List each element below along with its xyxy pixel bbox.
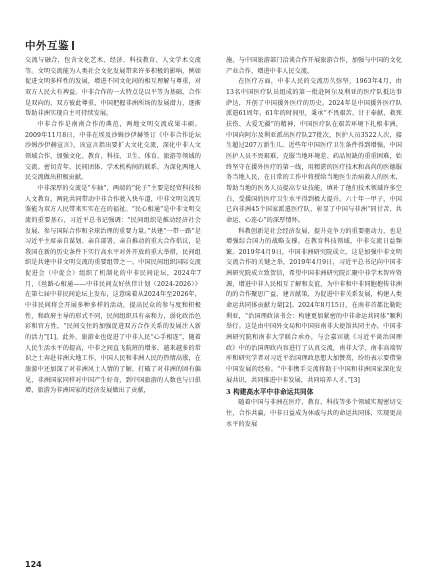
left-paragraph-3: 中非深厚的交流是“车轴”，两端的“轮子”主要是经贸科技和人文教育，两轮共同带动中非合作驶入快车道，中非文明交流互鉴能为双方人民带来实实在在的福祉。“民心相通”是中非文明交流的重要基石，习近平总书记强调：“民间组织是推动经济社会发展、参与国际合作和全球治理的重要力量。”共建“一带一路”是习近平主席亲自谋划、亲自部署、亲自推动的重大合作倡议，是我国在新的历史条件下实行高水平对外开放的重大举措，民间组织是共建中非文明交流的重要组带之一。中国民间组织国际交流促进会（中促会）组织了机制化的中非民间论坛，2024年7月，《丝路心相通——中非民间友好伙伴计划（2024-2026）》在第七届中非民间论坛上发布，这意味着从2024年至2026年，中非民间将会开展多种多样的活动，提高民众的参与度和积极性，和政府主导的形式不同，民间组织具有亲和力，弱化政治色彩和官方性，“民间交往的加强促进双方合作关系的发展注入新的活力”[1]，此外，旅游业也促进了中非人民“心手相连”，随着人民生活水平的提高，中非之间直飞航班的增多，越来越多的常识之士奔赴非洲大地工作，中国人民和非洲人民的热情高涨，在旅游中还加深了对非洲风土人情的了解，打破了对非洲的固有偏见，非洲国家同样对中国产生好奇，到中国旅游的人数也与日俱增，旅游为非洲国家的经济发展做出了贡献， (25, 184, 201, 395)
section-heading: 3 构建高水平中非命运共同体 (226, 388, 314, 397)
left-column (25, 56, 201, 397)
right-paragraph-2: 在医疗方面，中非人民的交流历久弥坚，1963年4月，由13名中国医疗队员组成的第一批赴阿尔及利亚的医疗队抵达事萨达，开创了中国援外医疗的历史。2024年是中国援外医疗队派遣61周年，61年的时间里，秉承“不畏艰苦、甘于奉献、救死扶伤、大爱无疆”的精神，中国医疗队在艰苦环境下扎根非洲，中国向阿尔及利亚派出医疗队27批次，医护人员3522人次，接生超过207万新生儿。近些年中国医疗卫生条件得到增强，中国医护人员不畏艰难，克服当地环境差、药品短缺的重重困难，始终坚守在援外医疗的第一线，用精湛的医疗技术和高尚的医德服务当地人民，在日常的工作中将授给当地医生治病救人的医术，帮助当地的医务人员提高专业技能，填补了他们技术领域许多空白，受援国的医疗卫生水平得到极大提升。六十年一甲子，中国已向非洲45个国家派遣医疗队，彰显了中国与非洲“同甘苦、共命运、心连心”的深厚情怀。 (226, 78, 402, 224)
header-title: 中外互鉴 (25, 40, 69, 52)
right-column (226, 56, 402, 430)
page-number: 124 (25, 560, 42, 569)
left-paragraph-1: 交流与融合，包含文化艺术、经济、科技教育、人文学术交流等。文明交流能为人类社会文化发展带来许多积极的影响，例如促进文明多样性的发展，增进不同文化间的相互理解与尊重，对双方人民大有裨益。中非合作的一大特点是以平等为基础，合作是双向的，双方彼此尊重，中国把握非洲所场的发展潜力，逐渐帮助非洲实现自主可持续发展。 (25, 57, 201, 118)
left-paragraph-2: 中非合作是南南合作的典范，两地文明交流成果丰硕。2009年11月8日，中非在埃及沙姆沙伊赫签订《中非合作论坛沙姆沙伊赫宣言》，该宣言指出要扩大文化交流，深化中非人文领域合作，加强文化、教育、科技、卫生、体育、旅游等领域的交流。密切青年、民间团体、学术机构间的联系，为深化两地人民交流做出积极贡献。 (25, 120, 201, 182)
header-bar (72, 41, 74, 50)
running-header (25, 38, 74, 53)
section-paragraph-1: 随着中国与非洲在医疗、教育、科技等多个领域实现密切交往，合作共赢，中非日益成为休戚与共的命运共同体，实现更高水平的发展 (226, 399, 402, 428)
right-paragraph-3: 科教创新是社会经济发展、提升竞争力的重要驱动力，也是增强综合国力的战略支撑。在教育科技领域，中非交流日益频繁。2019年4月9日，中国非洲研究院成立，这是加强中非文明交流合作的关键之举，2019年4月9日，习近平总书记向中国非洲研究院成立致贺信，希望中国非洲研究院汇聚中非学术智库资源，增进中非人民相互了解和友谊，为中非和中非同胞抱传非洲的的合作聚思广益、建言献策，为促进中非关系发展，构建人类命运共同体贡献力量[2]。2024年8月15日，在南非首都比勒陀利亚，“治国理政读书会：构建更加紧密的中非命运共同体”顺利举行。这是由中国外文局和中国驻南非大使馆共同主办，中国非洲研究院和南非大学联合承办，与会嘉宾就《习近平谈治国理政》中的治国理政内容进行了认真交流，南非大学、南非高端智库和研究学者对习近平治国理政思想大加赞赏，纷纷表示要借鉴中国发展的经验。“中非携手交流将助于中国和非洲国家深化发展共识，共同推进中非发展，共同培养人才。”[3] (226, 227, 402, 384)
right-paragraph-1: 施，与中国旅游部门洽谈合作开展旅游合作，加强与中国的文化产业合作，增进中非人民交流。 (226, 57, 402, 75)
